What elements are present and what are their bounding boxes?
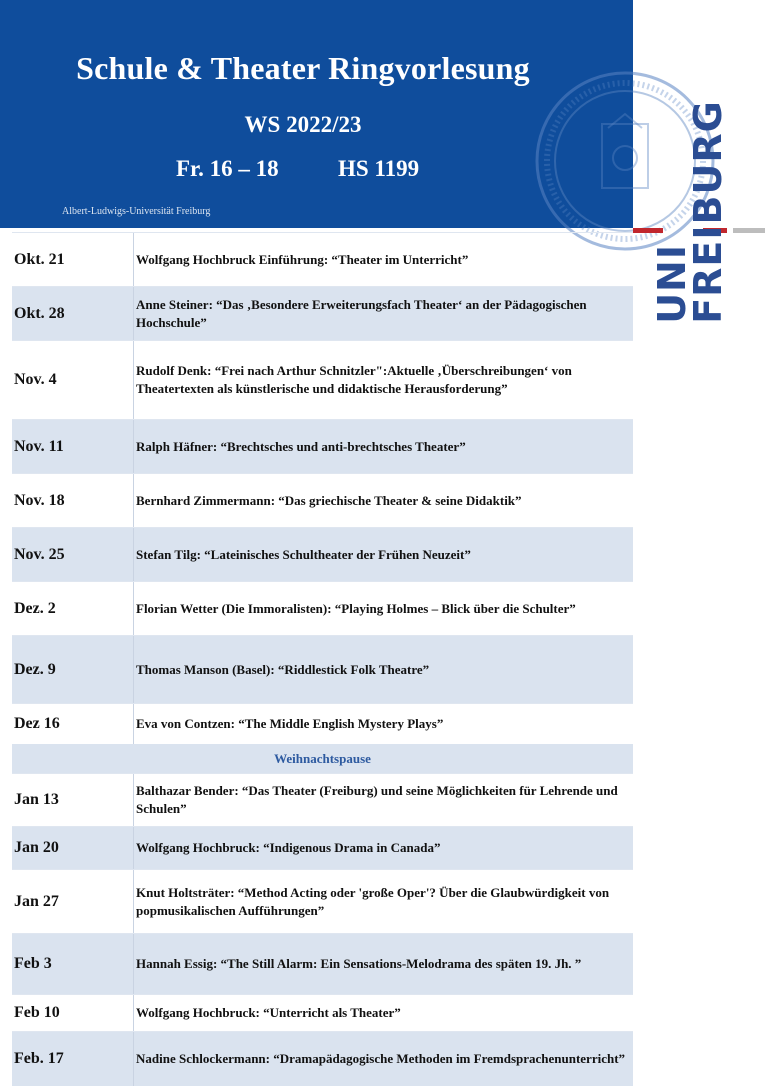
table-row [12,703,633,744]
table-row [12,473,633,527]
freiburg-logo-text: UNI FREIBURG [650,100,730,324]
table-row [12,419,633,473]
semester-label: WS 2022/23 [244,112,362,137]
row-date: Jan 13 [14,791,59,808]
row-date: Feb 10 [14,1004,60,1021]
row-description: Nadine Schlockermann: “Dramapädagogische Methoden im Fremdsprachenunterricht” [136,1051,626,1066]
row-date: Okt. 28 [14,304,65,322]
table-row [12,869,633,933]
row-date: Nov. 18 [14,491,65,509]
row-date: Nov. 4 [14,371,57,388]
row-date: Feb. 17 [14,1050,64,1067]
table-row [12,232,633,286]
row-date: Feb 3 [14,955,52,972]
row-date: Nov. 25 [14,545,65,563]
table-row [12,1031,633,1086]
row-description: Stefan Tilg: “Lateinisches Schultheater der Frühen Neuzeit” [136,546,471,562]
row-description: Thomas Manson (Basel): “Riddlestick Folk Theatre” [136,661,430,677]
row-description: Ralph Häfner: “Brechtsches und anti-brechtsches Theater” [136,438,466,454]
table-row [12,340,633,419]
row-description: Wolfgang Hochbruck Einführung: “Theater im Unterricht” [136,251,469,267]
christmas-break-row: Weihnachtspause [12,744,633,773]
row-description: Balthazar Bender: “Das Theater (Freiburg) und seine Möglichkeiten für Lehrende und Schulen” [136,783,618,816]
row-description: Wolfgang Hochbruck: “Indigenous Drama in Canada” [136,840,441,855]
table-row [12,527,633,581]
table-row [12,994,633,1031]
table-row [12,581,633,635]
row-description: Anne Steiner: “Das ‚Besondere Erweiterungsfach Theater‘ an der Pädagogischen Hochschule” [136,296,587,330]
row-date: Nov. 11 [14,437,64,455]
row-date: Jan 27 [14,892,59,910]
time-label: Fr. 16 – 18 [176,156,279,181]
row-description: Hannah Essig: “The Still Alarm: Ein Sensations-Melodrama des späten 19. Jh. ” [136,956,582,971]
row-date: Dez 16 [14,715,60,732]
row-date: Dez. 9 [14,660,56,678]
room-label: HS 1199 [338,156,420,181]
row-date: Okt. 21 [14,250,65,268]
university-name: Albert-Ludwigs-Universität Freiburg [62,206,211,217]
row-description: Knut Holtsträter: “Method Acting oder 'große Oper'? Über die Glaubwürdigkeit von popmusikalischen Aufführungen” [136,884,610,918]
row-description: Bernhard Zimmermann: “Das griechische Theater & seine Didaktik” [136,492,522,508]
row-description: Rudolf Denk: “Frei nach Arthur Schnitzler":Aktuelle ‚Überschreibungen‘ von Theatertexten als künstlerische und didaktische Herausforderung” [136,363,572,396]
row-date: Jan 20 [14,839,59,856]
table-row [12,933,633,994]
table-row [12,286,633,340]
row-date: Dez. 2 [14,599,56,617]
row-description: Wolfgang Hochbruck: “Unterricht als Theater” [136,1005,401,1020]
row-description: Florian Wetter (Die Immoralisten): “Playing Holmes – Blick über die Schulter” [136,600,576,616]
row-description: Eva von Contzen: “The Middle English Mystery Plays” [136,716,444,731]
table-row [12,773,633,826]
page-title: Schule & Theater Ringvorlesung [76,50,530,86]
table-row [12,635,633,703]
table-row [12,826,633,869]
schedule-table [12,232,633,1086]
